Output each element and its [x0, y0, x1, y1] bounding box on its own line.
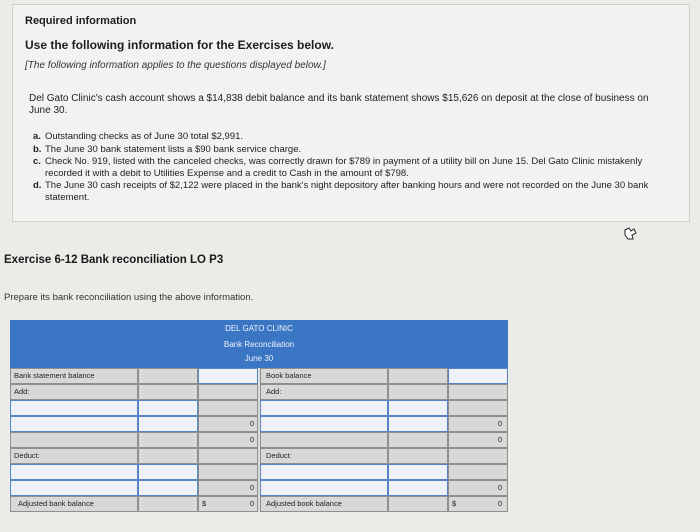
list-item-text: The June 30 cash receipts of $2,122 were placed in the bank's night depository after banking hours and were not recorded on the June 30 bank statement.	[45, 180, 649, 203]
bank-subtotal-cell	[198, 432, 258, 448]
bank-add-description-input-1[interactable]	[10, 400, 138, 416]
book-add-amount-input-2[interactable]	[388, 416, 448, 432]
bank-deduct-total-cell	[198, 480, 258, 496]
book-deduct-amount-input-2[interactable]	[388, 480, 448, 496]
bank-reconciliation-form	[10, 320, 508, 512]
bank-balance-spacer	[138, 368, 198, 384]
list-item	[33, 131, 673, 143]
adjusted-book-balance-value: 0	[498, 499, 503, 508]
bank-deduct-amount-input-2[interactable]	[138, 480, 198, 496]
required-information-panel	[12, 4, 690, 222]
book-balance-input[interactable]	[448, 368, 508, 384]
reconciliation-header	[10, 320, 508, 368]
cursor-icon	[622, 226, 638, 242]
bank-add-amount-input-1[interactable]	[138, 400, 198, 416]
bank-add-amount-input-2[interactable]	[138, 416, 198, 432]
statement-name: Bank Reconciliation	[223, 340, 295, 349]
adjusted-book-spacer	[388, 496, 448, 512]
bank-subtotal-spacer-2	[138, 432, 198, 448]
bank-deduct-label: Deduct:	[14, 451, 40, 460]
book-add-spacer	[388, 384, 448, 400]
book-add-description-input-2[interactable]	[260, 416, 388, 432]
bank-deduct-spacer-2	[198, 448, 258, 464]
book-subtotal-spacer-2	[388, 432, 448, 448]
list-item-text: Check No. 919, listed with the canceled checks, was correctly drawn for $789 in payment of a utility bill on June 15. Del Gato Clinic mistakenly recorded it with a debit to Utilities Expense and a credit to Cash in the amount of $798.	[45, 156, 643, 179]
use-following-heading: Use the following information for the Exercises below.	[25, 38, 334, 52]
book-add-spacer-2	[448, 384, 508, 400]
bank-deduct-description-input-1[interactable]	[10, 464, 138, 480]
book-add-total-value: 0	[498, 419, 503, 428]
book-subtotal-spacer	[260, 432, 388, 448]
company-name: DEL GATO CLINIC	[225, 324, 293, 333]
statement-date: June 30	[244, 354, 274, 363]
facts-list	[33, 131, 673, 204]
required-information-heading: Required information	[25, 15, 137, 27]
adjusted-bank-currency: $	[202, 499, 207, 508]
bank-deduct-total-value: 0	[250, 483, 255, 492]
exercise-title: Exercise 6-12 Bank reconciliation LO P3	[4, 254, 224, 266]
book-deduct-spacer-2	[448, 448, 508, 464]
exercise-prompt: Prepare its bank reconciliation using the above information.	[4, 292, 254, 303]
book-add-label: Add:	[266, 387, 282, 396]
book-deduct-total-value: 0	[498, 483, 503, 492]
book-add-spacer-3	[448, 400, 508, 416]
bank-add-total-value: 0	[250, 419, 255, 428]
bank-deduct-amount-input-1[interactable]	[138, 464, 198, 480]
list-marker: c.	[33, 156, 41, 167]
list-item	[33, 156, 673, 179]
bank-subtotal-value: 0	[250, 435, 255, 444]
applies-note: [The following information applies to the questions displayed below.]	[25, 60, 326, 71]
adjusted-bank-spacer	[138, 496, 198, 512]
book-add-description-input-1[interactable]	[260, 400, 388, 416]
bank-subtotal-spacer	[10, 432, 138, 448]
list-marker: a.	[33, 131, 41, 142]
book-add-amount-input-1[interactable]	[388, 400, 448, 416]
book-deduct-description-input-2[interactable]	[260, 480, 388, 496]
list-item-text: Outstanding checks as of June 30 total $2,991.	[45, 131, 244, 142]
bank-add-description-input-2[interactable]	[10, 416, 138, 432]
adjusted-book-currency: $	[452, 499, 457, 508]
list-item-text: The June 30 bank statement lists a $90 bank service charge.	[45, 143, 302, 155]
adjusted-bank-balance-value: 0	[250, 499, 255, 508]
adjusted-bank-value-cell	[198, 496, 258, 512]
adjusted-book-balance-label: Adjusted book balance	[266, 499, 342, 508]
book-deduct-amount-input-1[interactable]	[388, 464, 448, 480]
book-deduct-spacer-3	[448, 464, 508, 480]
bank-add-spacer	[138, 384, 198, 400]
adjusted-bank-balance-label: Adjusted bank balance	[18, 499, 94, 508]
reconciliation-grid	[10, 368, 508, 512]
cash-account-paragraph: Del Gato Clinic's cash account shows a $14,838 debit balance and its bank statement shows $15,626 on deposit at the close of business on June 30.	[29, 93, 649, 116]
book-deduct-spacer	[388, 448, 448, 464]
book-deduct-description-input-1[interactable]	[260, 464, 388, 480]
book-balance-spacer	[388, 368, 448, 384]
bank-deduct-spacer-3	[198, 464, 258, 480]
list-marker: d.	[33, 180, 42, 191]
bank-statement-balance-input[interactable]	[198, 368, 258, 384]
list-item	[33, 144, 673, 156]
bank-statement-balance-label: Bank statement balance	[14, 371, 95, 380]
bank-add-spacer-2	[198, 384, 258, 400]
book-deduct-label: Deduct:	[266, 451, 292, 460]
bank-add-spacer-3	[198, 400, 258, 416]
bank-add-label: Add:	[14, 387, 30, 396]
list-marker: b.	[33, 143, 42, 155]
bank-add-total-cell	[198, 416, 258, 432]
book-balance-label: Book balance	[266, 371, 312, 380]
book-subtotal-value: 0	[498, 435, 503, 444]
bank-deduct-description-input-2[interactable]	[10, 480, 138, 496]
bank-deduct-spacer	[138, 448, 198, 464]
list-item	[33, 180, 673, 203]
